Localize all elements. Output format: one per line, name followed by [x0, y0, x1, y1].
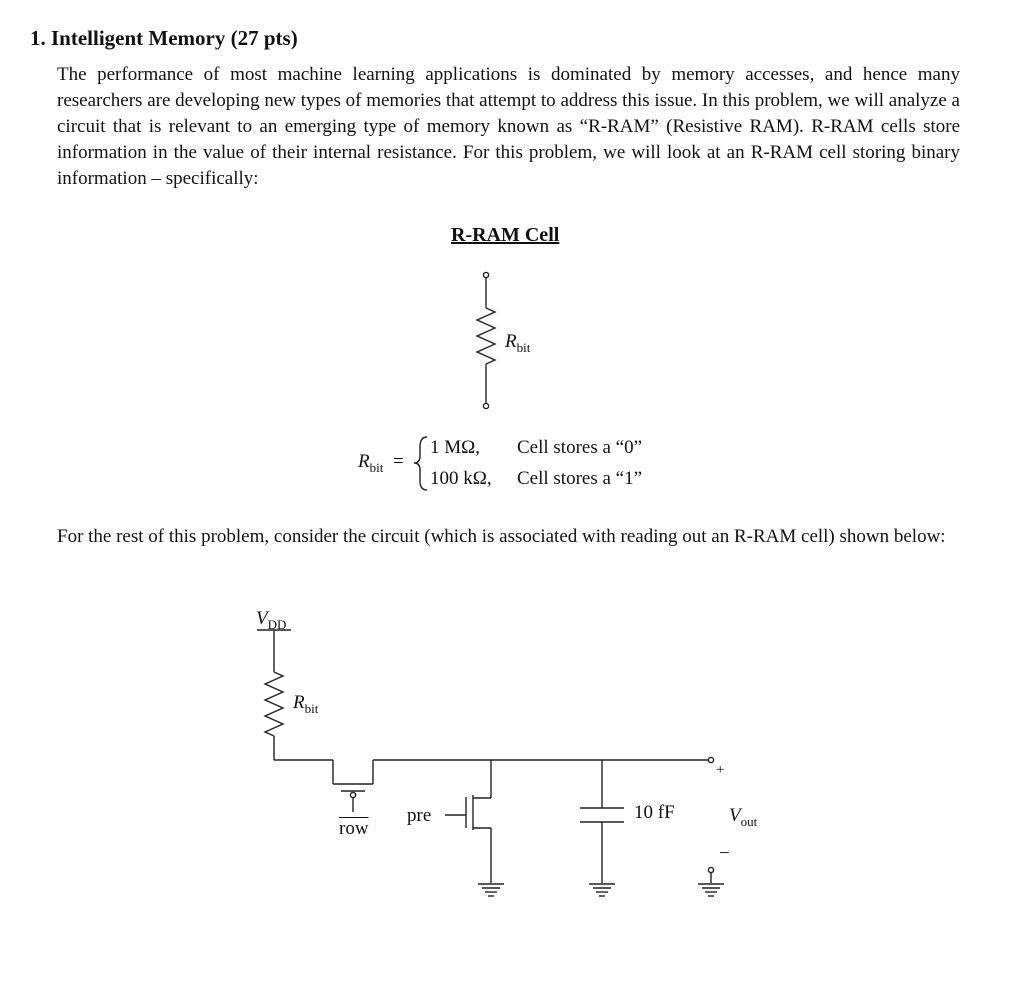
intro-paragraph: The performance of most machine learning applications is dominated by memory accesses, and hence many researchers are developing new types of memories that attempt to address this issue. In this problem, we will analyze a circuit that is relevant to an emerging type of memory known as “R-RAM” (Resistive RAM). R-RAM cells store information in the value of their internal resistance. For this problem, we will look at an R-RAM cell storing binary information – specifically:	[57, 64, 960, 189]
vout-minus: −	[719, 843, 730, 864]
case-0-value: 1 MΩ,	[430, 437, 481, 458]
vout-label: $V_{out}$	[729, 805, 758, 829]
problem-heading: 1. Intelligent Memory (27 pts)	[30, 26, 298, 50]
rram-cell-title: R-RAM Cell	[451, 224, 560, 246]
equation-equals: =	[393, 451, 404, 472]
circuit-resistor	[265, 672, 283, 736]
case-0-condition: Cell stores a “0”	[517, 437, 643, 458]
row-label: $\overline{row}$	[339, 818, 369, 839]
circuit-intro-paragraph: For the rest of this problem, consider the circuit (which is associated with reading out an R-RAM cell) shown below:	[57, 526, 946, 547]
rram-cell-resistor	[477, 272, 495, 408]
case-1-value: 100 kΩ,	[430, 468, 492, 489]
output-ground-terminal	[698, 867, 724, 896]
capacitor-label: 10 fF	[634, 802, 675, 823]
vdd-label: $V_{DD}$	[256, 608, 287, 632]
case-brace	[414, 437, 427, 490]
equation-lhs: $R_{bit}$	[358, 451, 384, 475]
row-pmos-transistor	[333, 760, 373, 812]
cell-resistor-label: $R_{bit}$	[505, 331, 531, 355]
case-1-condition: Cell stores a “1”	[517, 468, 643, 489]
circuit-resistor-label: $R_{bit}$	[293, 692, 319, 716]
pre-nmos-transistor	[445, 760, 504, 896]
pre-label: pre	[407, 805, 432, 826]
vout-plus: +	[716, 762, 725, 778]
capacitor-10ff	[580, 760, 624, 896]
